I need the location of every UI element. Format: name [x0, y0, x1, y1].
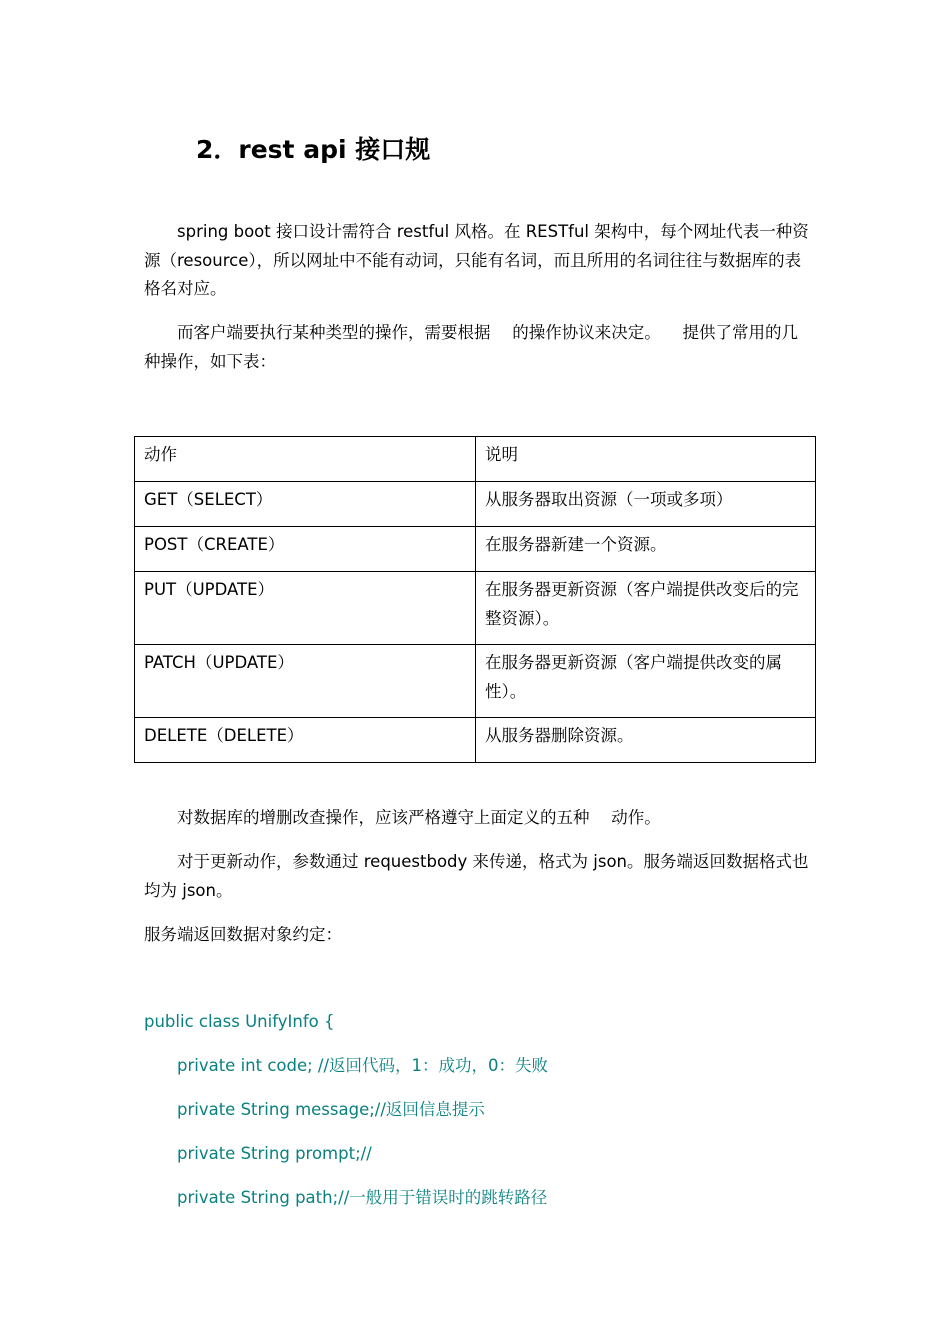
http-methods-table — [134, 436, 816, 763]
table-row — [135, 718, 816, 763]
code-line-class-decl: public class UnifyInfo { — [144, 1012, 335, 1031]
operations-paragraph: 而客户端要执行某种类型的操作，需要根据 的操作协议来决定。 提供了常用的几种操作，如下表： — [144, 323, 798, 371]
table-header-row — [135, 437, 816, 482]
crud-paragraph: 对数据库的增删改查操作，应该严格遵守上面定义的五种 动作。 — [177, 808, 661, 827]
update-json-paragraph: 对于更新动作，参数通过 requestbody 来传递，格式为 json。服务端返回数据格式也均为 json。 — [144, 852, 809, 900]
code-line-prompt-field: private String prompt;// — [177, 1144, 372, 1163]
table-cell-method: PATCH（UPDATE） — [135, 645, 476, 718]
table-cell-description: 从服务器删除资源。 — [476, 718, 816, 763]
table-header-description: 说明 — [476, 437, 816, 482]
code-line-path-field: private String path;//一般用于错误时的跳转路径 — [177, 1188, 548, 1207]
table-cell-method: PUT（UPDATE） — [135, 572, 476, 645]
table-row — [135, 572, 816, 645]
response-object-label: 服务端返回数据对象约定： — [144, 925, 342, 944]
table-row — [135, 527, 816, 572]
table-row — [135, 482, 816, 527]
code-line-message-field: private String message;//返回信息提示 — [177, 1100, 485, 1119]
section-heading: 2．rest api 接口规 — [196, 135, 431, 164]
table-cell-method: POST（CREATE） — [135, 527, 476, 572]
table-cell-description: 从服务器取出资源（一项或多项） — [476, 482, 816, 527]
table-cell-method: GET（SELECT） — [135, 482, 476, 527]
code-line-code-field: private int code; //返回代码，1：成功，0：失败 — [177, 1056, 549, 1075]
table-cell-method: DELETE（DELETE） — [135, 718, 476, 763]
table-header-action: 动作 — [135, 437, 476, 482]
table-row — [135, 645, 816, 718]
table-cell-description: 在服务器新建一个资源。 — [476, 527, 816, 572]
intro-paragraph: spring boot 接口设计需符合 restful 风格。在 RESTful 架构中，每个网址代表一种资源（resource），所以网址中不能有动词，只能有名词，而且所用的名词往往与数据库的表格名对应。 — [144, 222, 809, 298]
table-cell-description: 在服务器更新资源（客户端提供改变后的完整资源）。 — [476, 572, 816, 645]
table-cell-description: 在服务器更新资源（客户端提供改变的属性）。 — [476, 645, 816, 718]
